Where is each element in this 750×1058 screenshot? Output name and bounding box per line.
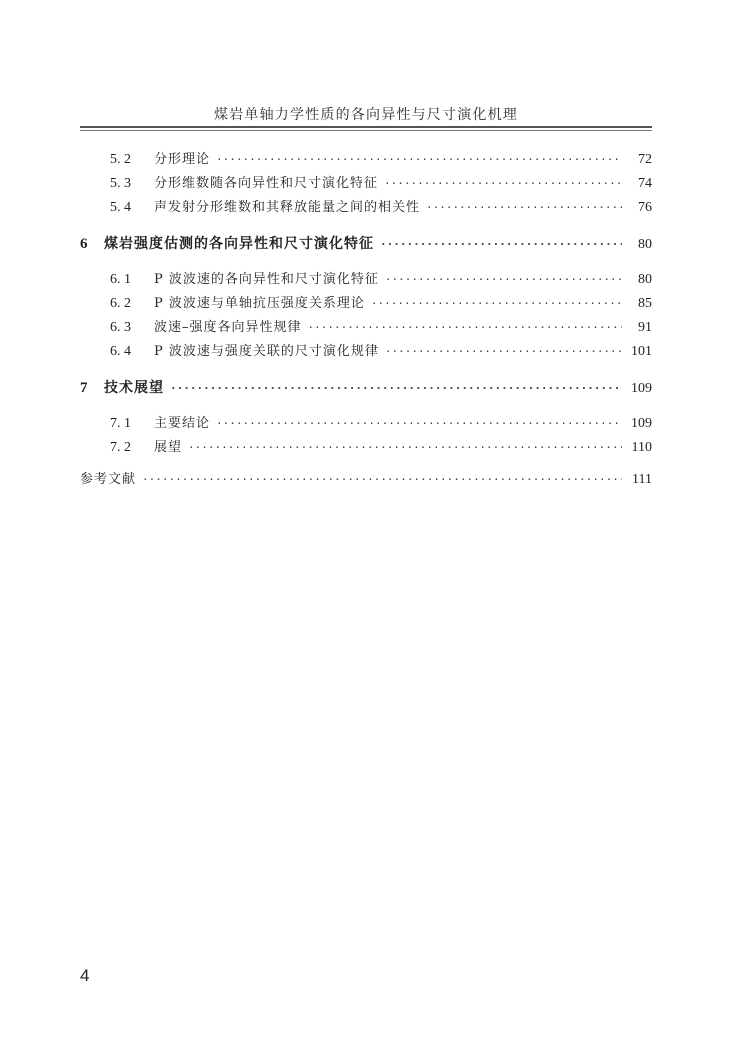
dot-leader [385, 340, 622, 364]
running-header: 煤岩单轴力学性质的各向异性与尺寸演化机理 [214, 107, 518, 123]
section-title: 声发射分形维数和其释放能量之间的相关性 [154, 200, 421, 215]
page-number: 4 [80, 966, 90, 985]
section-number: 7. 1 [110, 416, 131, 431]
toc-entry-6-1[interactable] [80, 268, 652, 292]
page-ref: 111 [632, 472, 652, 487]
toc-entry-5-4[interactable] [80, 196, 652, 220]
toc-chapter-6[interactable] [80, 232, 652, 256]
page-ref: 80 [638, 272, 652, 287]
dot-leader [426, 196, 622, 220]
dot-leader [188, 436, 622, 460]
page-ref: 91 [638, 320, 652, 335]
chapter-number: 6 [80, 236, 88, 252]
dot-leader [384, 172, 622, 196]
toc-entry-6-3[interactable] [80, 316, 652, 340]
section-title: P 波波速的各向异性和尺寸演化特征 [154, 272, 379, 287]
section-number: 6. 4 [110, 344, 131, 359]
page-ref: 109 [631, 416, 652, 431]
page-ref: 80 [638, 237, 652, 252]
section-number: 6. 1 [110, 272, 131, 287]
toc-entry-6-2[interactable] [80, 292, 652, 316]
dot-leader [380, 233, 622, 257]
toc-entry-7-1[interactable] [80, 412, 652, 436]
section-number: 5. 4 [110, 200, 131, 215]
section-number: 6. 2 [110, 296, 131, 311]
section-title: P 波波速与强度关联的尺寸演化规律 [154, 344, 379, 359]
page-ref: 74 [638, 176, 652, 191]
table-of-contents [80, 148, 652, 492]
section-title: P 波波速与单轴抗压强度关系理论 [154, 296, 365, 311]
section-title: 波速–强度各向异性规律 [154, 320, 302, 335]
dot-leader [308, 316, 622, 340]
chapter-number: 7 [80, 380, 88, 396]
header-rule-thin [80, 130, 652, 131]
toc-entry-7-2[interactable] [80, 436, 652, 460]
page-ref: 109 [631, 381, 652, 396]
section-title: 分形理论 [154, 152, 211, 167]
toc-entry-5-2[interactable] [80, 148, 652, 172]
page-ref: 72 [638, 152, 652, 167]
page-ref: 85 [638, 296, 652, 311]
header-rule-thick [80, 126, 652, 128]
dot-leader [142, 468, 622, 492]
page-ref: 76 [638, 200, 652, 215]
section-number: 7. 2 [110, 440, 131, 455]
chapter-title: 技术展望 [104, 380, 164, 396]
section-number: 5. 3 [110, 176, 131, 191]
dot-leader [216, 148, 622, 172]
toc-entry-references[interactable] [80, 468, 652, 492]
dot-leader [216, 412, 622, 436]
section-title: 主要结论 [154, 416, 211, 431]
section-title: 参考文献 [80, 472, 137, 487]
section-number: 5. 2 [110, 152, 131, 167]
page-ref: 110 [631, 440, 652, 455]
section-title: 分形维数随各向异性和尺寸演化特征 [154, 176, 379, 191]
section-title: 展望 [154, 440, 183, 455]
chapter-title: 煤岩强度估测的各向异性和尺寸演化特征 [104, 236, 374, 252]
section-number: 6. 3 [110, 320, 131, 335]
dot-leader [170, 377, 622, 401]
dot-leader [385, 268, 622, 292]
toc-entry-6-4[interactable] [80, 340, 652, 364]
page-ref: 101 [631, 344, 652, 359]
dot-leader [371, 292, 622, 316]
toc-entry-5-3[interactable] [80, 172, 652, 196]
toc-chapter-7[interactable] [80, 376, 652, 400]
